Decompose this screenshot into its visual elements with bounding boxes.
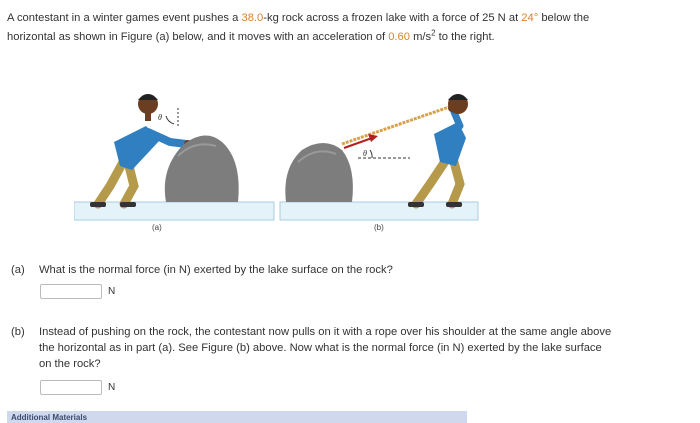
problem-text: to the right. [435,31,495,43]
unit-exponent: 2 [431,28,436,38]
question-a [11,262,393,278]
answer-a-input[interactable] [40,284,102,299]
figure [74,86,486,232]
figure-illustration [74,86,486,232]
answer-a-unit: N [108,286,116,297]
answer-b-unit: N [108,382,116,393]
problem-text: -kg rock across a frozen lake with a force of 25 N at [263,12,522,24]
figure-a-label: (a) [152,223,162,232]
question-b-text-line2: the horizontal as in part (a). See Figure (b) above. Now what is the normal force (in N) exerted by the lake surface [39,342,602,354]
problem-statement [7,9,695,47]
answer-a-row [40,284,115,299]
mass-value: 38.0 [241,12,264,24]
theta-label-b: θ [363,149,367,158]
question-a-tag: (a) [11,264,25,276]
force-arrow [368,134,378,142]
answer-b-input[interactable] [40,380,102,395]
acceleration-value: 0.60 [388,31,410,43]
question-b-text-line1: Instead of pushing on the rock, the contestant now pulls on it with a rope over his shoulder at the same angle above [39,326,612,338]
question-b-text-line3: on the rock? [39,358,101,370]
question-a-text: What is the normal force (in N) exerted by the lake surface on the rock? [39,264,393,276]
problem-text: horizontal as shown in Figure (a) below, and it moves with an acceleration of [7,31,389,43]
answer-b-row [40,380,115,395]
unit-text: m/s [409,31,432,43]
figure-b-label: (b) [374,223,384,232]
theta-label-a: θ [158,113,162,122]
angle-value: 24° [521,12,539,24]
additional-materials-label: Additional Materials [11,413,88,422]
problem-text: A contestant in a winter games event pushes a [7,12,242,24]
problem-text: below the [538,12,590,24]
question-b [11,324,611,372]
additional-materials-bar[interactable] [7,411,467,423]
question-b-tag: (b) [11,326,25,338]
